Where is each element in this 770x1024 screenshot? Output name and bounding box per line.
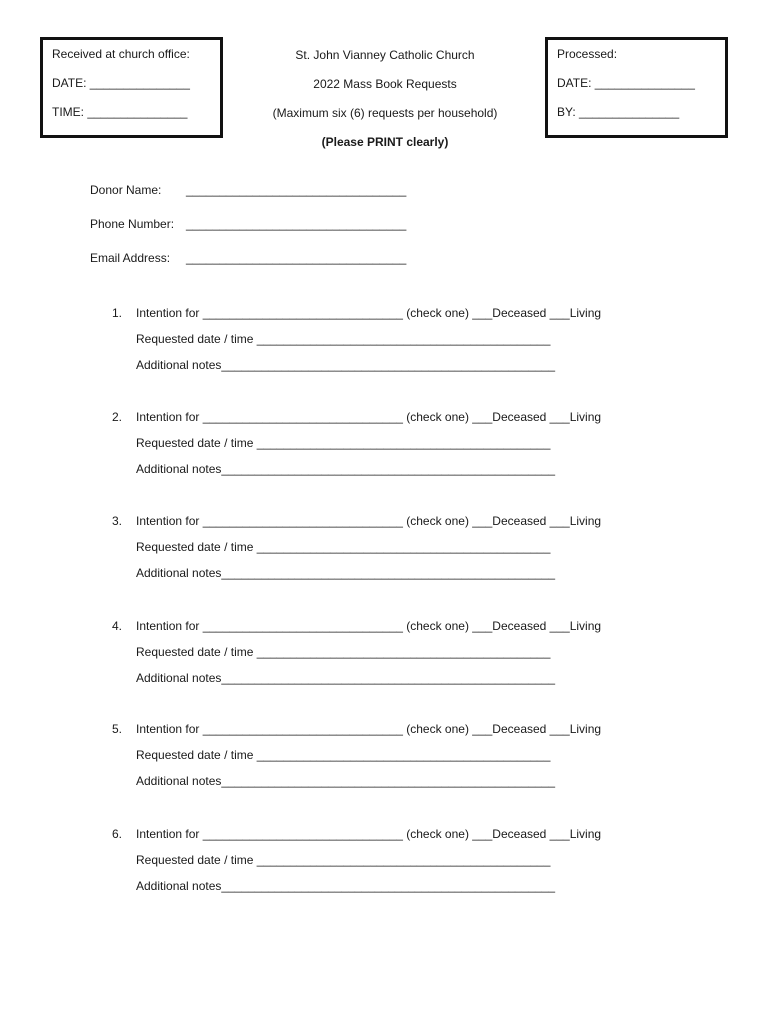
request-number: 6. — [112, 827, 123, 841]
email-label: Email Address: — [90, 251, 171, 265]
request-limit-note: (Maximum six (6) requests per household) — [272, 106, 498, 120]
request-item — [0, 619, 770, 699]
intention-field[interactable]: Intention for ______________________________ (check one) ___Deceased ___Living — [136, 619, 602, 633]
request-number: 1. — [112, 306, 123, 320]
donor-name-field[interactable]: _________________________________ — [186, 183, 407, 197]
additional-notes-field[interactable]: Additional notes__________________________________________________ — [136, 358, 556, 372]
intention-field[interactable]: Intention for ______________________________ (check one) ___Deceased ___Living — [136, 514, 602, 528]
additional-notes-field[interactable]: Additional notes__________________________________________________ — [136, 566, 556, 580]
requested-date-field[interactable]: Requested date / time ____________________________________________ — [136, 436, 551, 450]
additional-notes-field[interactable]: Additional notes__________________________________________________ — [136, 671, 556, 685]
requested-date-field[interactable]: Requested date / time ____________________________________________ — [136, 853, 551, 867]
processed-by-field[interactable]: BY: _______________ — [557, 105, 680, 119]
request-item — [0, 514, 770, 594]
phone-field[interactable]: _________________________________ — [186, 217, 407, 231]
intention-field[interactable]: Intention for ______________________________ (check one) ___Deceased ___Living — [136, 410, 602, 424]
request-number: 4. — [112, 619, 123, 633]
request-item — [0, 827, 770, 907]
request-number: 3. — [112, 514, 123, 528]
request-item — [0, 722, 770, 802]
donor-name-label: Donor Name: — [90, 183, 162, 197]
request-number: 5. — [112, 722, 123, 736]
email-field[interactable]: _________________________________ — [186, 251, 407, 265]
received-box — [40, 37, 223, 138]
request-item — [0, 306, 770, 386]
received-label: Received at church office: — [52, 47, 190, 61]
intention-field[interactable]: Intention for ______________________________ (check one) ___Deceased ___Living — [136, 827, 602, 841]
requested-date-field[interactable]: Requested date / time ____________________________________________ — [136, 748, 551, 762]
request-item — [0, 410, 770, 490]
request-number: 2. — [112, 410, 123, 424]
additional-notes-field[interactable]: Additional notes__________________________________________________ — [136, 462, 556, 476]
intention-field[interactable]: Intention for ______________________________ (check one) ___Deceased ___Living — [136, 306, 602, 320]
requested-date-field[interactable]: Requested date / time ____________________________________________ — [136, 645, 551, 659]
received-time-field[interactable]: TIME: _______________ — [52, 105, 188, 119]
intention-field[interactable]: Intention for ______________________________ (check one) ___Deceased ___Living — [136, 722, 602, 736]
additional-notes-field[interactable]: Additional notes__________________________________________________ — [136, 879, 556, 893]
additional-notes-field[interactable]: Additional notes__________________________________________________ — [136, 774, 556, 788]
phone-label: Phone Number: — [90, 217, 175, 231]
processed-box — [545, 37, 728, 138]
received-date-field[interactable]: DATE: _______________ — [52, 76, 190, 90]
requested-date-field[interactable]: Requested date / time ____________________________________________ — [136, 540, 551, 554]
form-title: 2022 Mass Book Requests — [313, 77, 457, 91]
requested-date-field[interactable]: Requested date / time ____________________________________________ — [136, 332, 551, 346]
processed-label: Processed: — [557, 47, 618, 61]
print-instruction: (Please PRINT clearly) — [321, 135, 449, 149]
church-name: St. John Vianney Catholic Church — [295, 48, 475, 62]
processed-date-field[interactable]: DATE: _______________ — [557, 76, 695, 90]
